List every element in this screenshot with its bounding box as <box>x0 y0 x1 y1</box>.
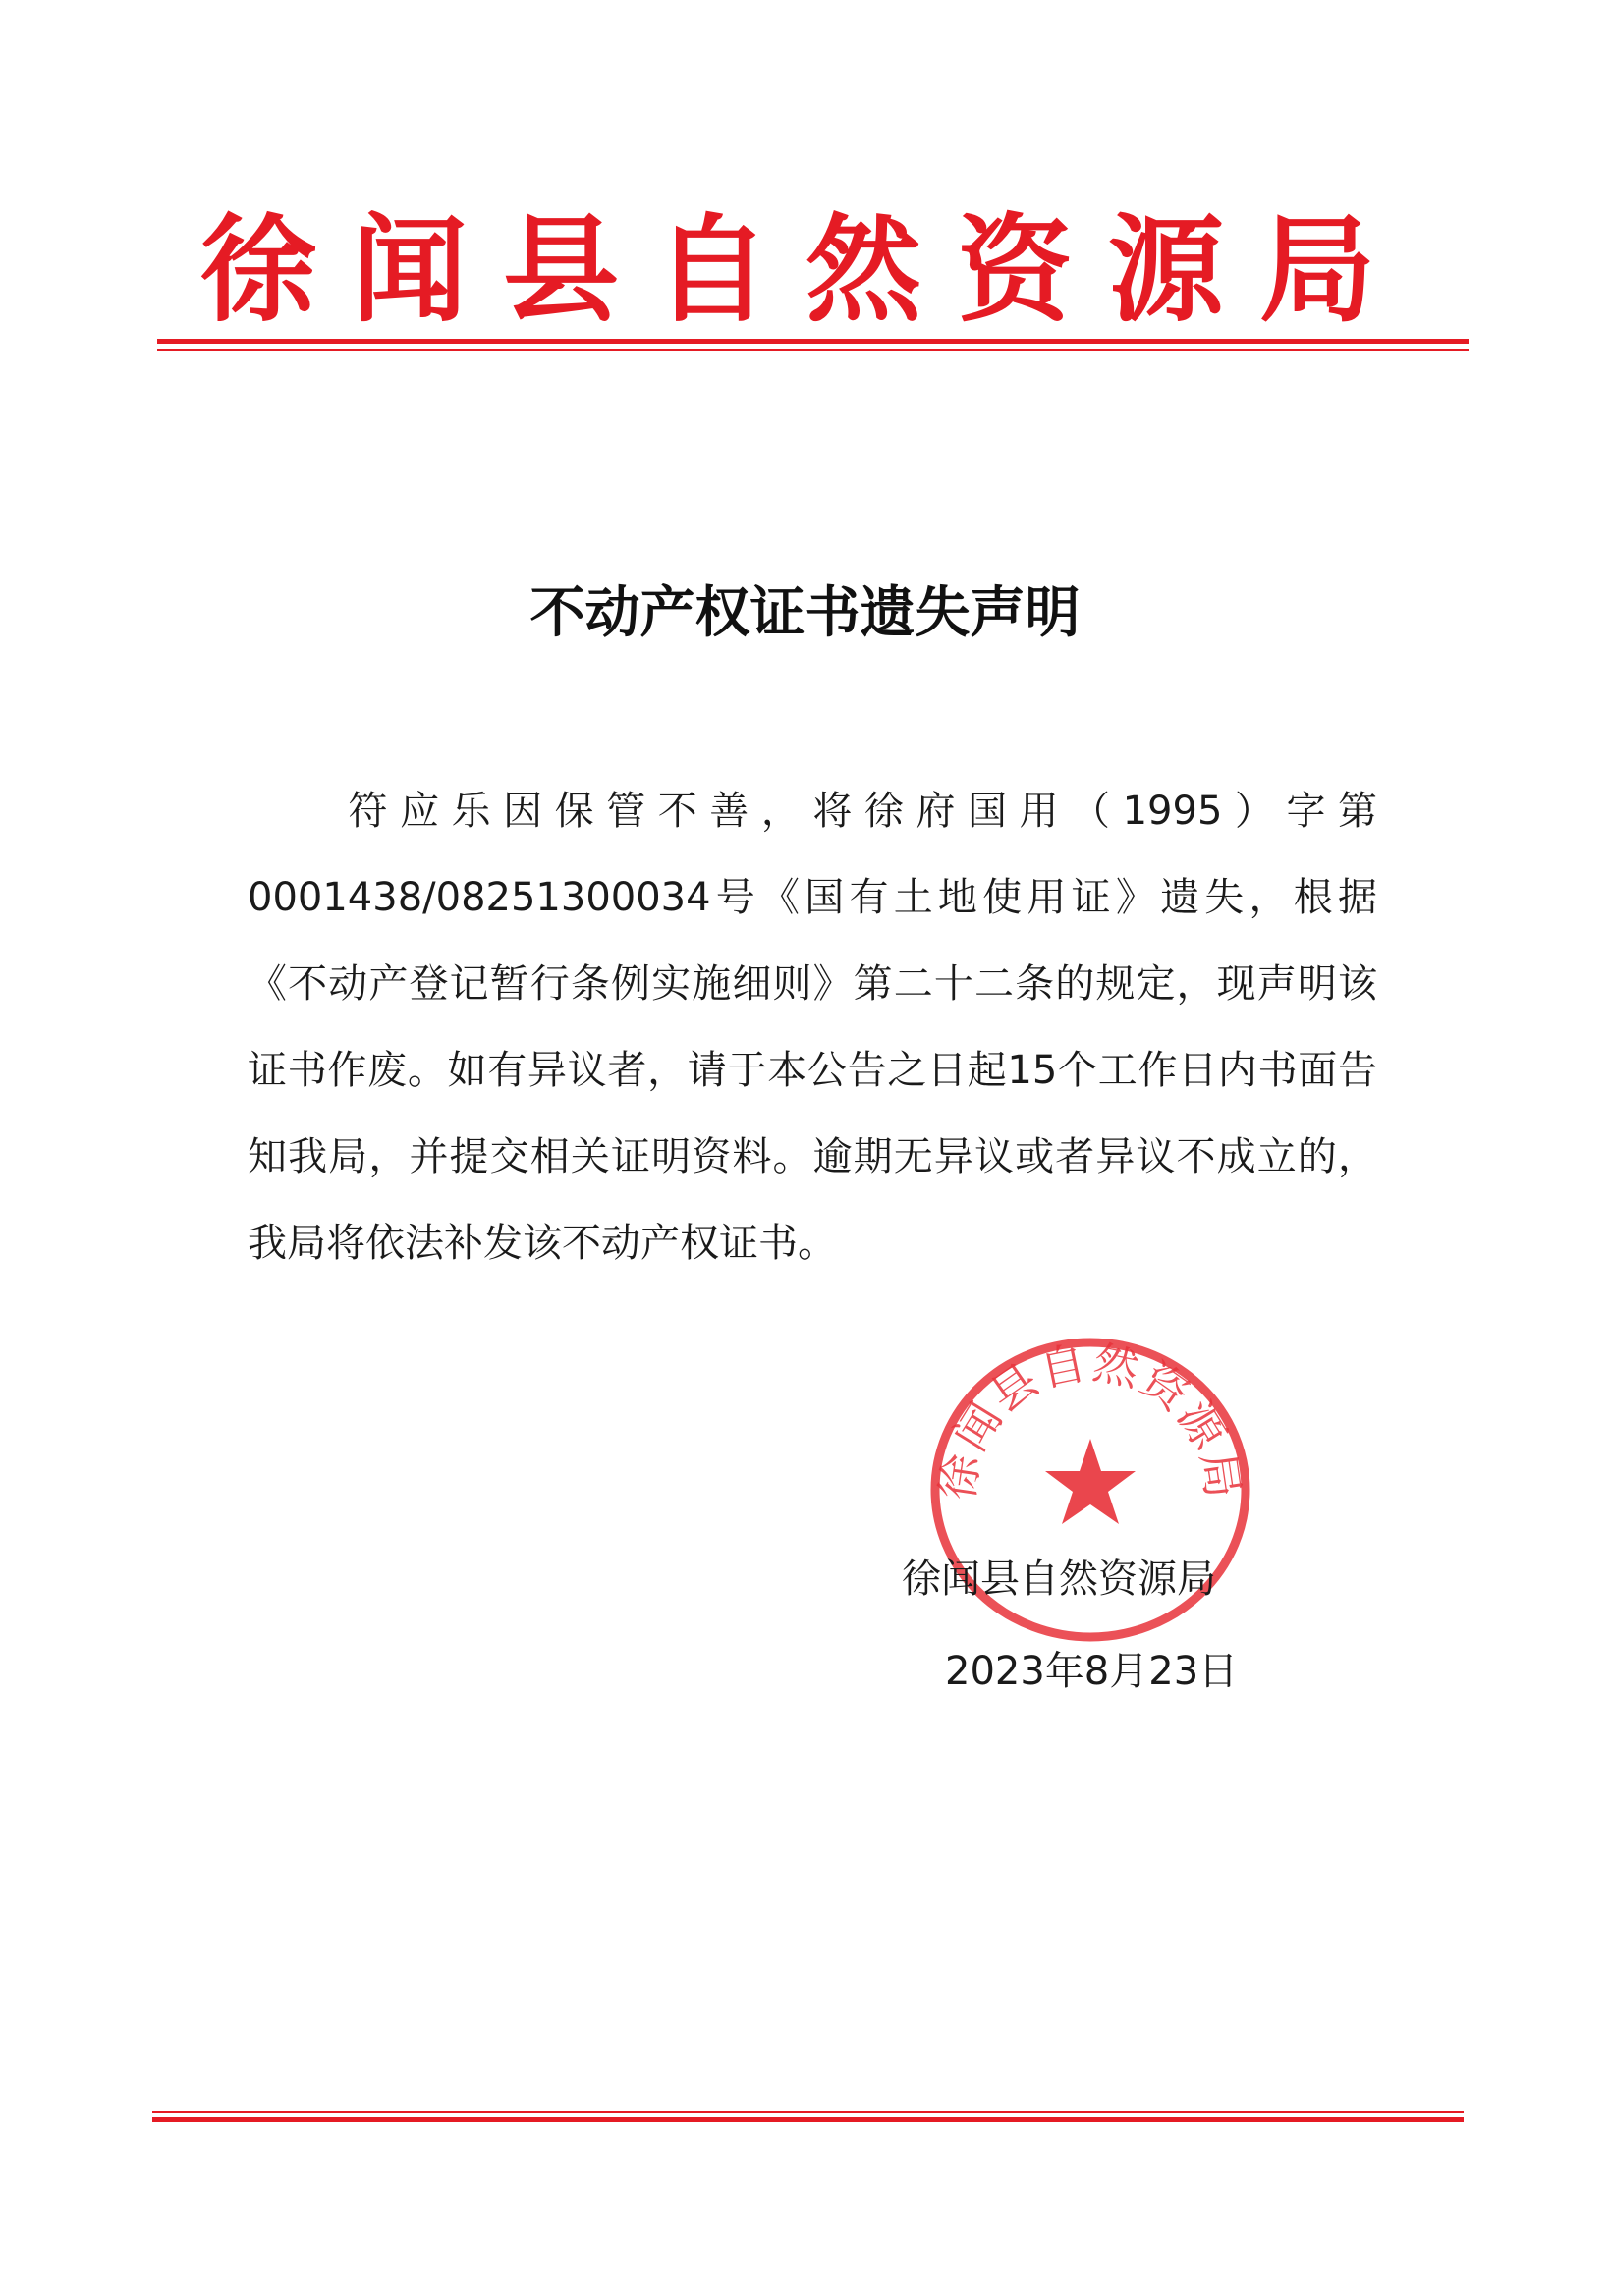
issue-date: 2023年8月23日 <box>945 1649 1239 1694</box>
document-title: 不动产权证书遗失声明 <box>529 581 1081 645</box>
seal-text: 徐闻县自然资源局 <box>930 1335 1250 1503</box>
letterhead-title: 徐闻县自然资源局 <box>199 201 1411 338</box>
issuer-signature: 徐闻县自然资源局 <box>902 1557 1216 1602</box>
star-icon <box>1045 1439 1136 1524</box>
footer-rule-thin <box>152 2111 1464 2113</box>
document-body <box>248 768 1377 1286</box>
footer-rule-thick <box>152 2117 1464 2122</box>
letterhead-rule-thick <box>157 339 1469 344</box>
letterhead-rule-thin <box>157 349 1469 351</box>
body-paragraph: 符应乐因保管不善，将徐府国用（1995）字第0001438/08251300034号《国有土地使用证》遗失，根据《不动产登记暂行条例实施细则》第二十二条的规定，现声明该证书作废。如有异议者，请于本公告之日起15个工作日内书面告知我局，并提交相关证明资料。逾期无异议或者异议不成立的，我局将依法补发该不动产权证书。 <box>248 789 1377 1266</box>
